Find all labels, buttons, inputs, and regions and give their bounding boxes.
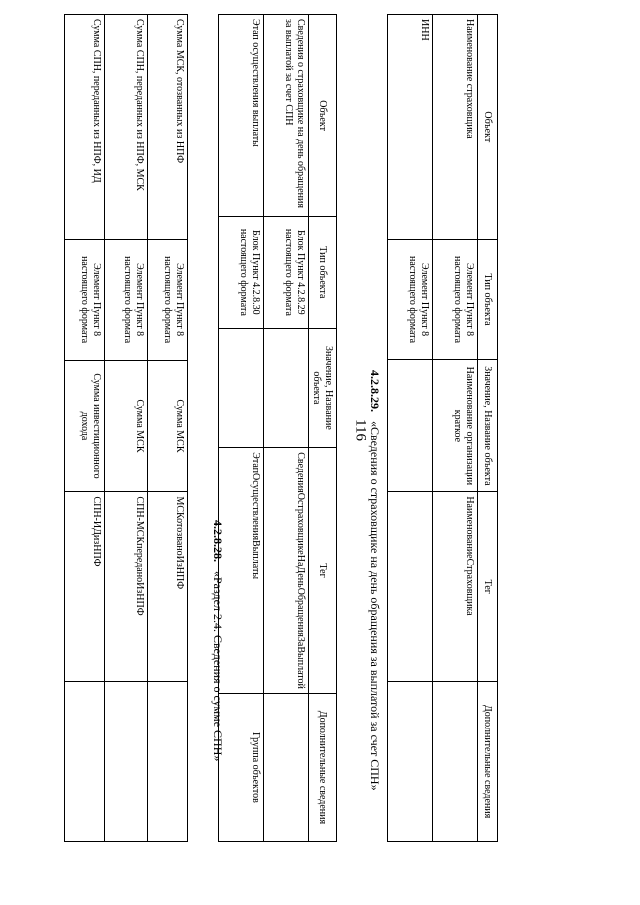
section-2828-table [218,14,337,842]
section-2828-number: 4.2.8.28. [211,520,225,562]
section-2829-title: «Сведения о страховщике на день обращения за выплатой за счет СПН» [368,421,382,791]
table-row [148,15,188,842]
cell-value: Сумма МСК [148,360,188,492]
section-2829-caption [367,370,382,791]
cell-value: Наименование организации краткое [433,360,478,492]
cell-object: Сумма МСК, отозванных из НПФ [148,15,188,240]
cell-type: Элемент Пункт 8 настоящего формата [105,239,148,360]
cell-extra [65,682,105,842]
cell-object: Сведения о страховщике на день обращения за выплатой за счет СПН [264,15,309,217]
table-row [219,15,264,842]
cell-tag: МСКотозваноИзНПФ [148,492,188,682]
cell-type: Блок Пункт 4.2.8.29 настоящего формата [264,217,309,328]
cell-type: Элемент Пункт 8 настоящего формата [148,239,188,360]
header-type: Тип объекта [478,239,498,360]
section-2829-number: 4.2.8.29. [368,370,382,412]
table-row [105,15,148,842]
header-tag: Тег [309,448,337,694]
table-row [264,15,309,842]
cell-extra: Группа объектов [219,693,264,841]
cell-value: Сумма инвестиционного дохода [65,360,105,492]
top-table [64,14,188,842]
table-top-rotated [64,14,188,842]
cell-tag [388,492,433,682]
cell-extra [105,682,148,842]
cell-extra [433,682,478,842]
cell-tag: СПН-МСКпереданоИзНПФ [105,492,148,682]
section-2828-table-wrapper [218,14,337,842]
cell-type: Элемент Пункт 8 настоящего формата [388,239,433,360]
header-row [309,15,337,842]
section-2829-table-wrapper [387,14,498,842]
cell-tag: ЭтапОсуществленияВыплаты [219,448,264,694]
cell-extra [148,682,188,842]
section-2828-title: «Раздел 2.4. Сведения о сумме СПН» [211,571,225,762]
table-row [388,15,433,842]
header-type: Тип объекта [309,217,337,328]
cell-value [388,360,433,492]
cell-value [219,328,264,448]
header-object: Объект [309,15,337,217]
cell-object: Наименование страховщика [433,15,478,240]
cell-extra [388,682,433,842]
cell-tag: СведенияОстраховщикеНаДеньОбращенияЗаВыплатой [264,448,309,694]
cell-object: Сумма СПН, переданных из НПФ, МСК [105,15,148,240]
header-value: Значение, Название объекта [309,328,337,448]
page-number: 116 [352,419,369,441]
cell-object: Этап осуществления выплаты [219,15,264,217]
table-row [433,15,478,842]
header-row [478,15,498,842]
cell-object: Сумма СПН, переданных из НПФ, ИД [65,15,105,240]
cell-type: Элемент Пункт 8 настоящего формата [65,239,105,360]
cell-value [264,328,309,448]
header-extra: Дополнительные сведения [309,693,337,841]
cell-type: Элемент Пункт 8 настоящего формата [433,239,478,360]
header-tag: Тег [478,492,498,682]
header-value: Значение, Название объекта [478,360,498,492]
cell-extra [264,693,309,841]
cell-object: ИНН [388,15,433,240]
cell-value: Сумма МСК [105,360,148,492]
cell-tag: СПН-ИДизНПФ [65,492,105,682]
header-extra: Дополнительные сведения [478,682,498,842]
header-object: Объект [478,15,498,240]
cell-tag: НаименованиеСтраховщика [433,492,478,682]
table-row [65,15,105,842]
section-2829-table [387,14,498,842]
cell-type: Блок Пункт 4.2.8.30 настоящего формата [219,217,264,328]
